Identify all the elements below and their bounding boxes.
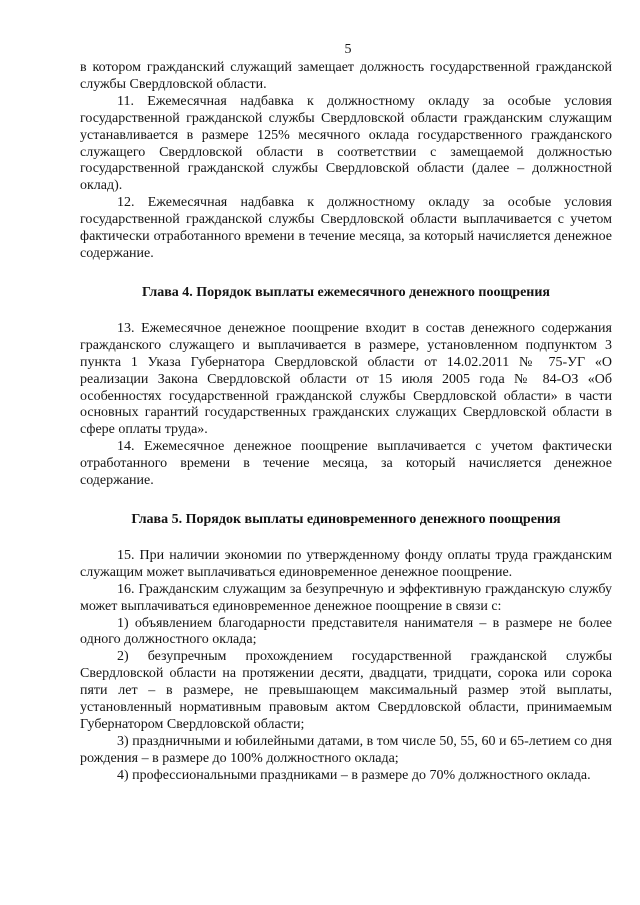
paragraph-14: 14. Ежемесячное денежное поощрение выплачивается с учетом фактически отработанного времени в течение месяца, за который начисляется денежное содержание. xyxy=(80,439,612,489)
paragraph-16-item-2: 2) безупречным прохождением государственной гражданской службы Свердловской области на протяжении десяти, двадцати, тридцати, сорока или сорока пяти лет – в размере, не превышающем максимальный размер этой выплаты, установленный нормативным правовым актом Свердловской области, принимаемым Губернатором Свердловской области; xyxy=(80,649,612,732)
paragraph-16-item-3: 3) праздничными и юбилейными датами, в том числе 50, 55, 60 и 65-летием со дня рождения – в размере до 100% должностного оклада; xyxy=(80,733,612,766)
paragraph-16-item-4: 4) профессиональными праздниками – в размере до 70% должностного оклада. xyxy=(117,767,591,783)
paragraph-continuation: в котором гражданский служащий замещает должность государственной гражданской службы Свердловской области. xyxy=(80,60,612,92)
chapter-4-heading: Глава 4. Порядок выплаты ежемесячного денежного поощрения xyxy=(142,284,550,300)
paragraph-15: 15. При наличии экономии по утвержденному фонду оплаты труда гражданским служащим может выплачиваться единовременное денежное поощрение. xyxy=(80,547,612,580)
page-number: 5 xyxy=(344,42,352,57)
document-body xyxy=(80,60,612,785)
paragraph-12: 12. Ежемесячная надбавка к должностному окладу за особые условия государственной гражданской службы Свердловской области выплачивается с учетом фактически отработанного времени в течение месяца, за который начисляется денежное содержание. xyxy=(80,195,612,261)
paragraph-13: 13. Ежемесячное денежное поощрение входит в состав денежного содержания гражданского служащего и выплачивается в размере, установленном подпунктом 3 пункта 1 Указа Губернатора Свердловской области от 14.02.2011 № 75-УГ «О реализации Закона Свердловской области от 15 июля 2005 года № 84-ОЗ «Об особенностях государственной гражданской службы Свердловской области» в части основных гарантий государственных гражданских служащих Свердловской области в сфере оплаты труда». xyxy=(80,320,612,438)
paragraph-11: 11. Ежемесячная надбавка к должностному окладу за особые условия государственной гражданской службы Свердловской области гражданским служащим устанавливается в размере 125% месячного оклада государственного гражданского служащего Свердловской области в соответствии с замещаемой должностью государственной гражданской службы Свердловской области (далее – должностной оклад). xyxy=(80,93,612,194)
paragraph-16: 16. Гражданским служащим за безупречную и эффективную гражданскую службу может выплачиваться единовременное денежное поощрение в связи с: xyxy=(80,581,612,614)
paragraph-16-item-1: 1) объявлением благодарности представителя нанимателя – в размере не более одного должностного оклада; xyxy=(80,615,612,648)
chapter-5-heading: Глава 5. Порядок выплаты единовременного денежного поощрения xyxy=(131,511,561,527)
